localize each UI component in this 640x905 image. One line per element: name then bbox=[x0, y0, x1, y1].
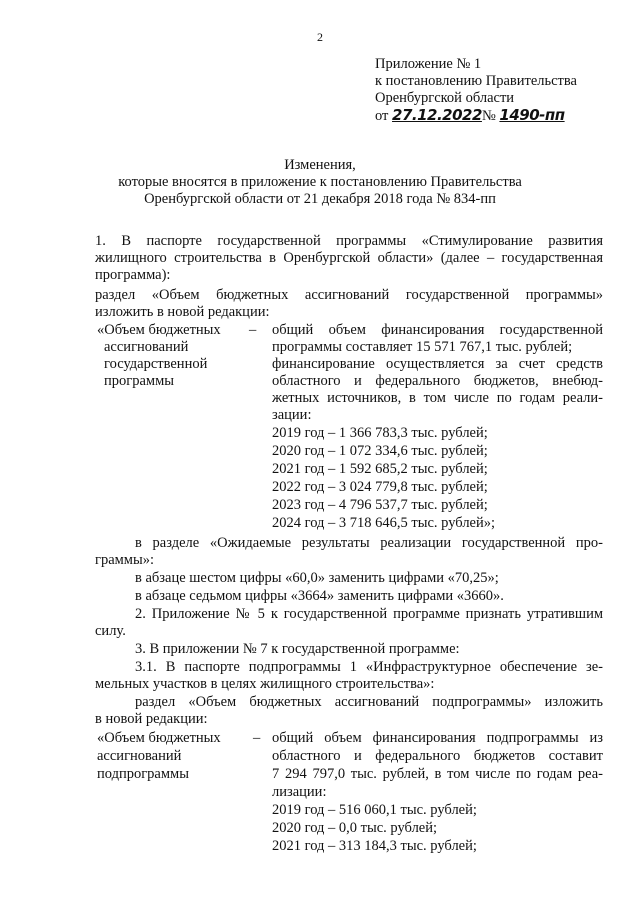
attachment-date-line bbox=[375, 107, 565, 124]
table1-year-2021: 2021 год – 1 592 685,2 тыс. рублей; bbox=[272, 461, 488, 477]
table1-text-1: общий объем финансирования государственной bbox=[272, 322, 603, 338]
para3-line10: раздел «Объем бюджетных ассигнований подпрограммы» изложить bbox=[135, 694, 603, 710]
table1-label-3: государственной bbox=[104, 356, 208, 372]
para3-line4: в абзаце седьмом цифры «3664» заменить цифрами «3660». bbox=[135, 588, 504, 604]
table2-text-1: общий объем финансирования подпрограммы из bbox=[272, 730, 603, 746]
attachment-line-1: Приложение № 1 bbox=[375, 56, 482, 72]
para3-line6: силу. bbox=[95, 623, 126, 639]
table1-year-2024: 2024 год – 3 718 646,5 тыс. рублей»; bbox=[272, 515, 496, 531]
para3-line3: в абзаце шестом цифры «60,0» заменить цифрами «70,25»; bbox=[135, 570, 499, 586]
doc-subtitle-1: которые вносятся в приложение к постановлению Правительства bbox=[118, 174, 522, 190]
table1-label-4: программы bbox=[104, 373, 174, 389]
table2-label-1: «Объем бюджетных bbox=[97, 730, 221, 746]
doc-subtitle-2: Оренбургской области от 21 декабря 2018 года № 834-пп bbox=[144, 191, 496, 207]
para3-line1: в разделе «Ожидаемые результаты реализации государственной про- bbox=[135, 535, 603, 551]
table1-label-1: «Объем бюджетных bbox=[97, 322, 221, 338]
doc-title: Изменения, bbox=[284, 157, 356, 173]
table2-label-3: подпрограммы bbox=[97, 766, 189, 782]
table2-text-2: областного и федерального бюджетов составит bbox=[272, 748, 603, 764]
attachment-line-3: Оренбургской области bbox=[375, 90, 515, 106]
number-prefix: № bbox=[481, 108, 500, 124]
para1-line1: 1. В паспорте государственной программы «Стимулирование развития bbox=[95, 233, 603, 249]
para3-line2: граммы»: bbox=[95, 552, 155, 568]
table1-text-5: жетных источников, в том числе по годам реали- bbox=[272, 390, 603, 406]
table1-year-2022: 2022 год – 3 024 779,8 тыс. рублей; bbox=[272, 479, 488, 495]
attachment-line-2: к постановлению Правительства bbox=[375, 73, 577, 89]
page-number: 2 bbox=[317, 30, 323, 44]
para3-line7: 3. В приложении № 7 к государственной программе: bbox=[135, 641, 460, 657]
para1-line3: программа): bbox=[95, 267, 171, 283]
para3-line11: в новой редакции: bbox=[95, 711, 208, 727]
date-prefix: от bbox=[375, 108, 393, 124]
table1-text-2: программы составляет 15 571 767,1 тыс. рублей; bbox=[272, 339, 573, 355]
table2-year-2021: 2021 год – 313 184,3 тыс. рублей; bbox=[272, 838, 477, 854]
para1-line2: жилищного строительства в Оренбургской области» (далее – государственная bbox=[95, 250, 603, 266]
table1-year-2023: 2023 год – 4 796 537,7 тыс. рублей; bbox=[272, 497, 488, 513]
para3-line8: 3.1. В паспорте подпрограммы 1 «Инфраструктурное обеспечение зе- bbox=[135, 659, 603, 675]
table1-year-2019: 2019 год – 1 366 783,3 тыс. рублей; bbox=[272, 425, 488, 441]
para2-line1: раздел «Объем бюджетных ассигнований государственной программы» bbox=[95, 287, 603, 303]
table1-text-4: областного и федерального бюджетов, внебюд- bbox=[272, 373, 603, 389]
table2-text-3: 7 294 797,0 тыс. рублей, в том числе по годам реа- bbox=[272, 766, 603, 782]
table2-year-2020: 2020 год – 0,0 тыс. рублей; bbox=[272, 820, 438, 836]
signed-number: 1490-пп bbox=[499, 106, 565, 124]
table1-text-6: зации: bbox=[272, 407, 312, 423]
para2-line2: изложить в новой редакции: bbox=[95, 304, 270, 320]
table2-label-2: ассигнований bbox=[97, 748, 182, 764]
para3-line9: мельных участков в целях жилищного строительства»: bbox=[95, 676, 435, 692]
table2-dash: – bbox=[253, 730, 261, 746]
table1-label-2: ассигнований bbox=[104, 339, 189, 355]
table1-year-2020: 2020 год – 1 072 334,6 тыс. рублей; bbox=[272, 443, 488, 459]
para3-line5: 2. Приложение № 5 к государственной программе признать утратившим bbox=[135, 606, 603, 622]
table2-text-4: лизации: bbox=[272, 784, 327, 800]
table1-dash: – bbox=[249, 322, 257, 338]
table2-year-2019: 2019 год – 516 060,1 тыс. рублей; bbox=[272, 802, 477, 818]
table1-text-3: финансирование осуществляется за счет средств bbox=[272, 356, 603, 372]
signed-date: 27.12.2022 bbox=[392, 106, 482, 124]
